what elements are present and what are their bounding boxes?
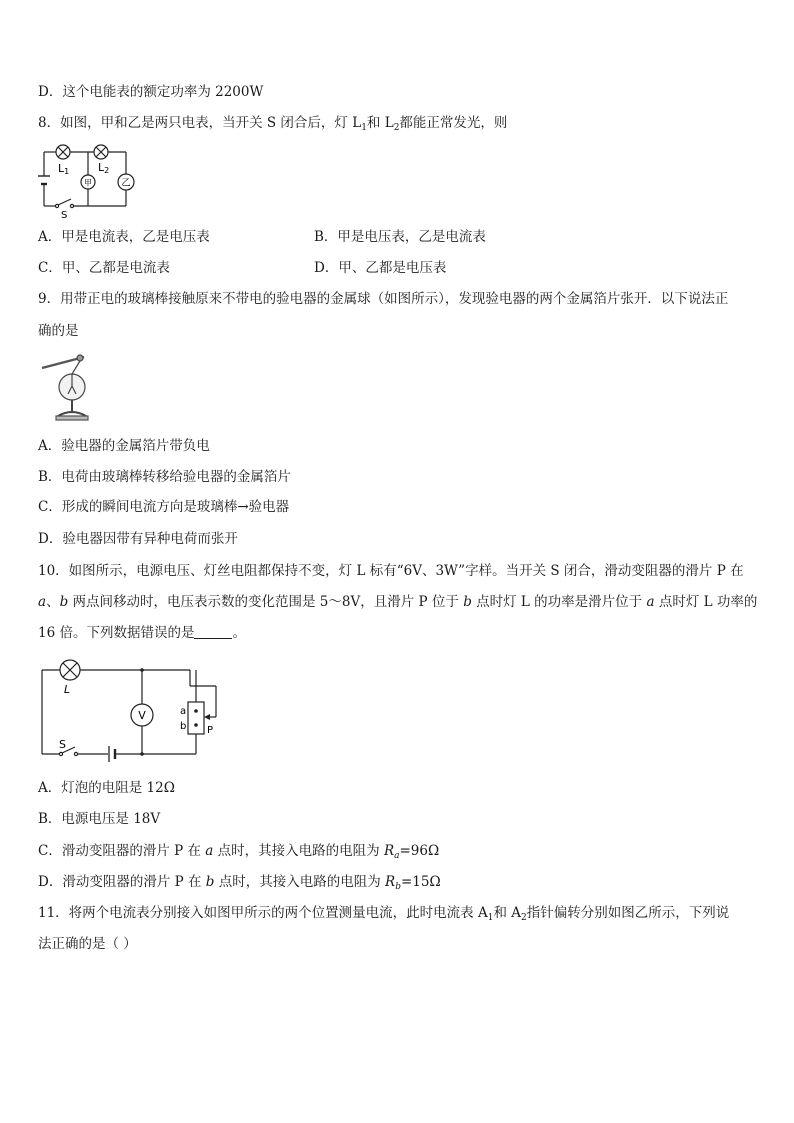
q8-option-b: B．甲是电压表，乙是电流表 [314, 229, 486, 245]
label-slider-p: P [207, 725, 214, 736]
q10-stem-line-2: a、b 两点间移动时，电压表示数的变化范围是 5～8V，且滑片 P 位于 b 点时灯 L 的功率是滑片位于 a 点时灯 L 功率的 [38, 594, 758, 610]
q8-circuit-diagram [36, 142, 136, 221]
label-switch-s: S [61, 210, 68, 221]
label-l1: L1 [58, 162, 70, 176]
q10-circuit-diagram [38, 656, 228, 766]
q10-stem-line-3: 16 倍。下列数据错误的是 。 [38, 625, 246, 641]
q8-option-a: A．甲是电流表，乙是电压表 [38, 229, 210, 245]
lamp-l1-icon [56, 145, 70, 159]
label-point-a: a [180, 706, 187, 717]
battery-icon [109, 746, 115, 762]
q9-option-a: A．验电器的金属箔片带负电 [38, 438, 210, 454]
label-jia: 甲 [84, 178, 92, 188]
label-yi: 乙 [121, 178, 131, 189]
q7-option-d: D．这个电能表的额定功率为 2200W [38, 84, 264, 100]
lamp-l2-icon [94, 145, 108, 159]
q10-option-b: B．电源电压是 18V [38, 811, 161, 827]
label-l2: L2 [98, 161, 110, 175]
q10-option-c: C．滑动变阻器的滑片 P 在 a 点时，其接入电路的电阻为 $R_a=96\Omega$ [38, 843, 440, 861]
rheostat-icon [188, 702, 204, 734]
q9-stem-line-1: 9．用带正电的玻璃棒接触原来不带电的验电器的金属球（如图所示），发现验电器的两个金属箔片张开．以下说法正 [38, 291, 729, 307]
q9-option-b: B．电荷由玻璃棒转移给验电器的金属箔片 [38, 469, 291, 485]
slider-p-arrow-icon [204, 714, 216, 720]
q8-option-d: D．甲、乙都是电压表 [314, 260, 447, 276]
q9-option-d: D．验电器因带有异种电荷而张开 [38, 531, 238, 547]
q10-option-d: D．滑动变阻器的滑片 P 在 b 点时，其接入电路的电阻为 $R_b=15\Omega$ [38, 874, 441, 892]
q11-stem-line-1: 11．将两个电流表分别接入如图甲所示的两个位置测量电流，此时电流表 $A_1$和 $A_2$指针偏转分别如图乙所示，下列说 [38, 905, 730, 923]
q9-option-c: C．形成的瞬间电流方向是玻璃棒→验电器 [38, 499, 290, 515]
label-lamp-l: L [64, 683, 71, 696]
q9-stem-line-2: 确的是 [38, 323, 79, 339]
q11-stem-line-2: 法正确的是（ ） [38, 936, 137, 952]
label-switch-s: S [59, 738, 66, 751]
q10-option-a: A．灯泡的电阻是 12Ω [38, 780, 175, 796]
battery-icon [38, 176, 50, 184]
q8-stem: 8．如图，甲和乙是两只电表，当开关 S 闭合后，灯 $L_1$和 $L_2$都能正常发光，则 [38, 115, 508, 133]
q8-option-c: C．甲、乙都是电流表 [38, 260, 170, 276]
label-point-b: b [180, 721, 187, 732]
q9-electroscope-figure [40, 352, 96, 424]
lamp-l-icon [60, 660, 80, 680]
label-voltmeter: V [138, 709, 146, 722]
answer-blank[interactable] [194, 625, 232, 639]
q10-stem-line-1: 10．如图所示，电源电压、灯丝电阻都保持不变，灯 L 标有“6V、3W”字样。当开关 S 闭合，滑动变阻器的滑片 P 在 [38, 563, 744, 579]
switch-icon [55, 199, 73, 208]
